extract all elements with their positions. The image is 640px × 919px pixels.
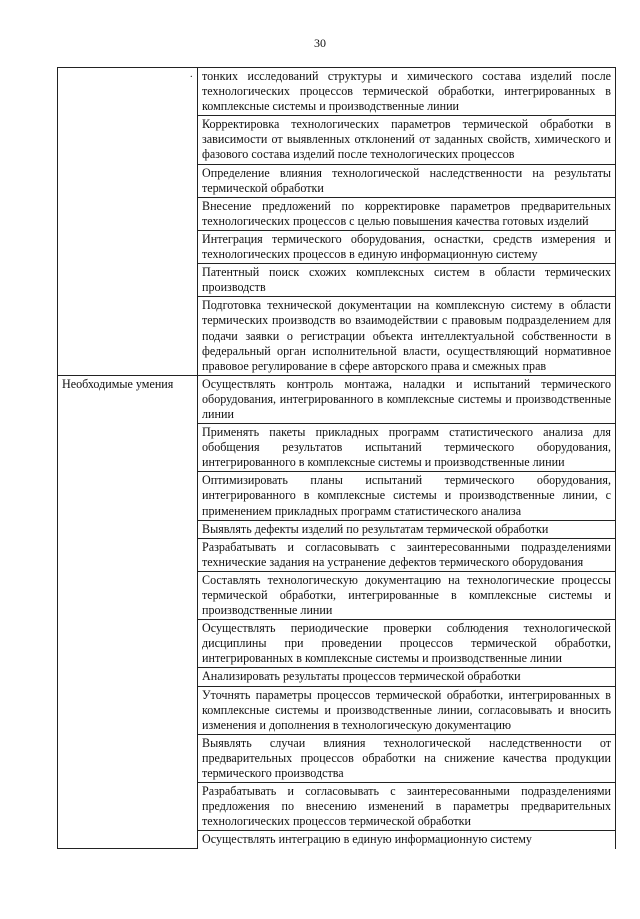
section2-item-5: Разрабатывать и согласовывать с заинтересованными подразделениями технические задания на устранение дефектов термического оборудования xyxy=(198,538,616,571)
section2-item-10: Выявлять случаи влияния технологической наследственности от предварительных процессов обработки на снижение качества продукции термического производства xyxy=(198,734,616,782)
section2-item-12: Осуществлять интеграцию в единую информационную систему xyxy=(198,831,616,849)
table-row xyxy=(58,375,616,423)
section1-item-5: Интеграция термического оборудования, оснастки, средств измерения и технологических процессов в единую информационную систему xyxy=(198,230,616,263)
section1-item-1: тонких исследований структуры и химического состава изделий после технологических процессов термической обработки, интегрированных в комплексные системы и производственные линии xyxy=(198,68,616,116)
section2-item-3: Оптимизировать планы испытаний термического оборудования, интегрированного в комплексные системы и производственные линии, с применением прикладных программ статистического анализа xyxy=(198,472,616,520)
section2-item-7: Осуществлять периодические проверки соблюдения технологической дисциплины при проведении процессов термической обработки, интегрированных в комплексные системы и производственные линии xyxy=(198,620,616,668)
requirements-table xyxy=(57,67,616,849)
section2-item-11: Разрабатывать и согласовывать с заинтересованными подразделениями предложения по внесению изменений в параметры предварительных технологических процессов термической обработки xyxy=(198,783,616,831)
section1-item-7: Подготовка технической документации на комплексную систему в области термических производств во взаимодействии с правовым подразделением для подачи заявки о регистрации объекта интеллектуальной собственности в федеральный орган исполнительной власти, осуществляющий нормативное правовое регулирование в сфере авторского права и смежных прав xyxy=(198,297,616,375)
section2-item-1: Осуществлять контроль монтажа, наладки и испытаний термического оборудования, интегрированного в комплексные системы и производственные линии xyxy=(198,375,616,423)
section1-item-4: Внесение предложений по корректировке параметров предварительных технологических процессов с целью повышения качества готовых изделий xyxy=(198,197,616,230)
section2-item-8: Анализировать результаты процессов термической обработки xyxy=(198,668,616,686)
page-number: 30 xyxy=(314,36,326,50)
section2-item-2: Применять пакеты прикладных программ статистического анализа для обобщения результатов испытаний термического оборудования, интегрированного в комплексные системы и производственные линии xyxy=(198,424,616,472)
section1-mark: · xyxy=(189,72,193,83)
section2-item-4: Выявлять дефекты изделий по результатам термической обработки xyxy=(198,520,616,538)
section1-item-3: Определение влияния технологической наследственности на результаты термической обработки xyxy=(198,164,616,197)
section1-item-2: Корректировка технологических параметров термической обработки в зависимости от выявленных отклонений от заданных свойств, химического и фазового состава изделий после технологических процессов xyxy=(198,116,616,164)
section2-label: Необходимые умения xyxy=(58,375,198,848)
table-row xyxy=(58,68,616,116)
section1-label-cell xyxy=(58,68,198,376)
section1-item-6: Патентный поиск схожих комплексных систем в области термических производств xyxy=(198,264,616,297)
section2-item-6: Составлять технологическую документацию на технологические процессы термической обработки, интегрированные в комплексные системы и производственные линии xyxy=(198,571,616,619)
section2-item-9: Уточнять параметры процессов термической обработки, интегрированных в комплексные системы и производственные линии, согласовывать и вносить изменения и дополнения в технологическую документацию xyxy=(198,686,616,734)
